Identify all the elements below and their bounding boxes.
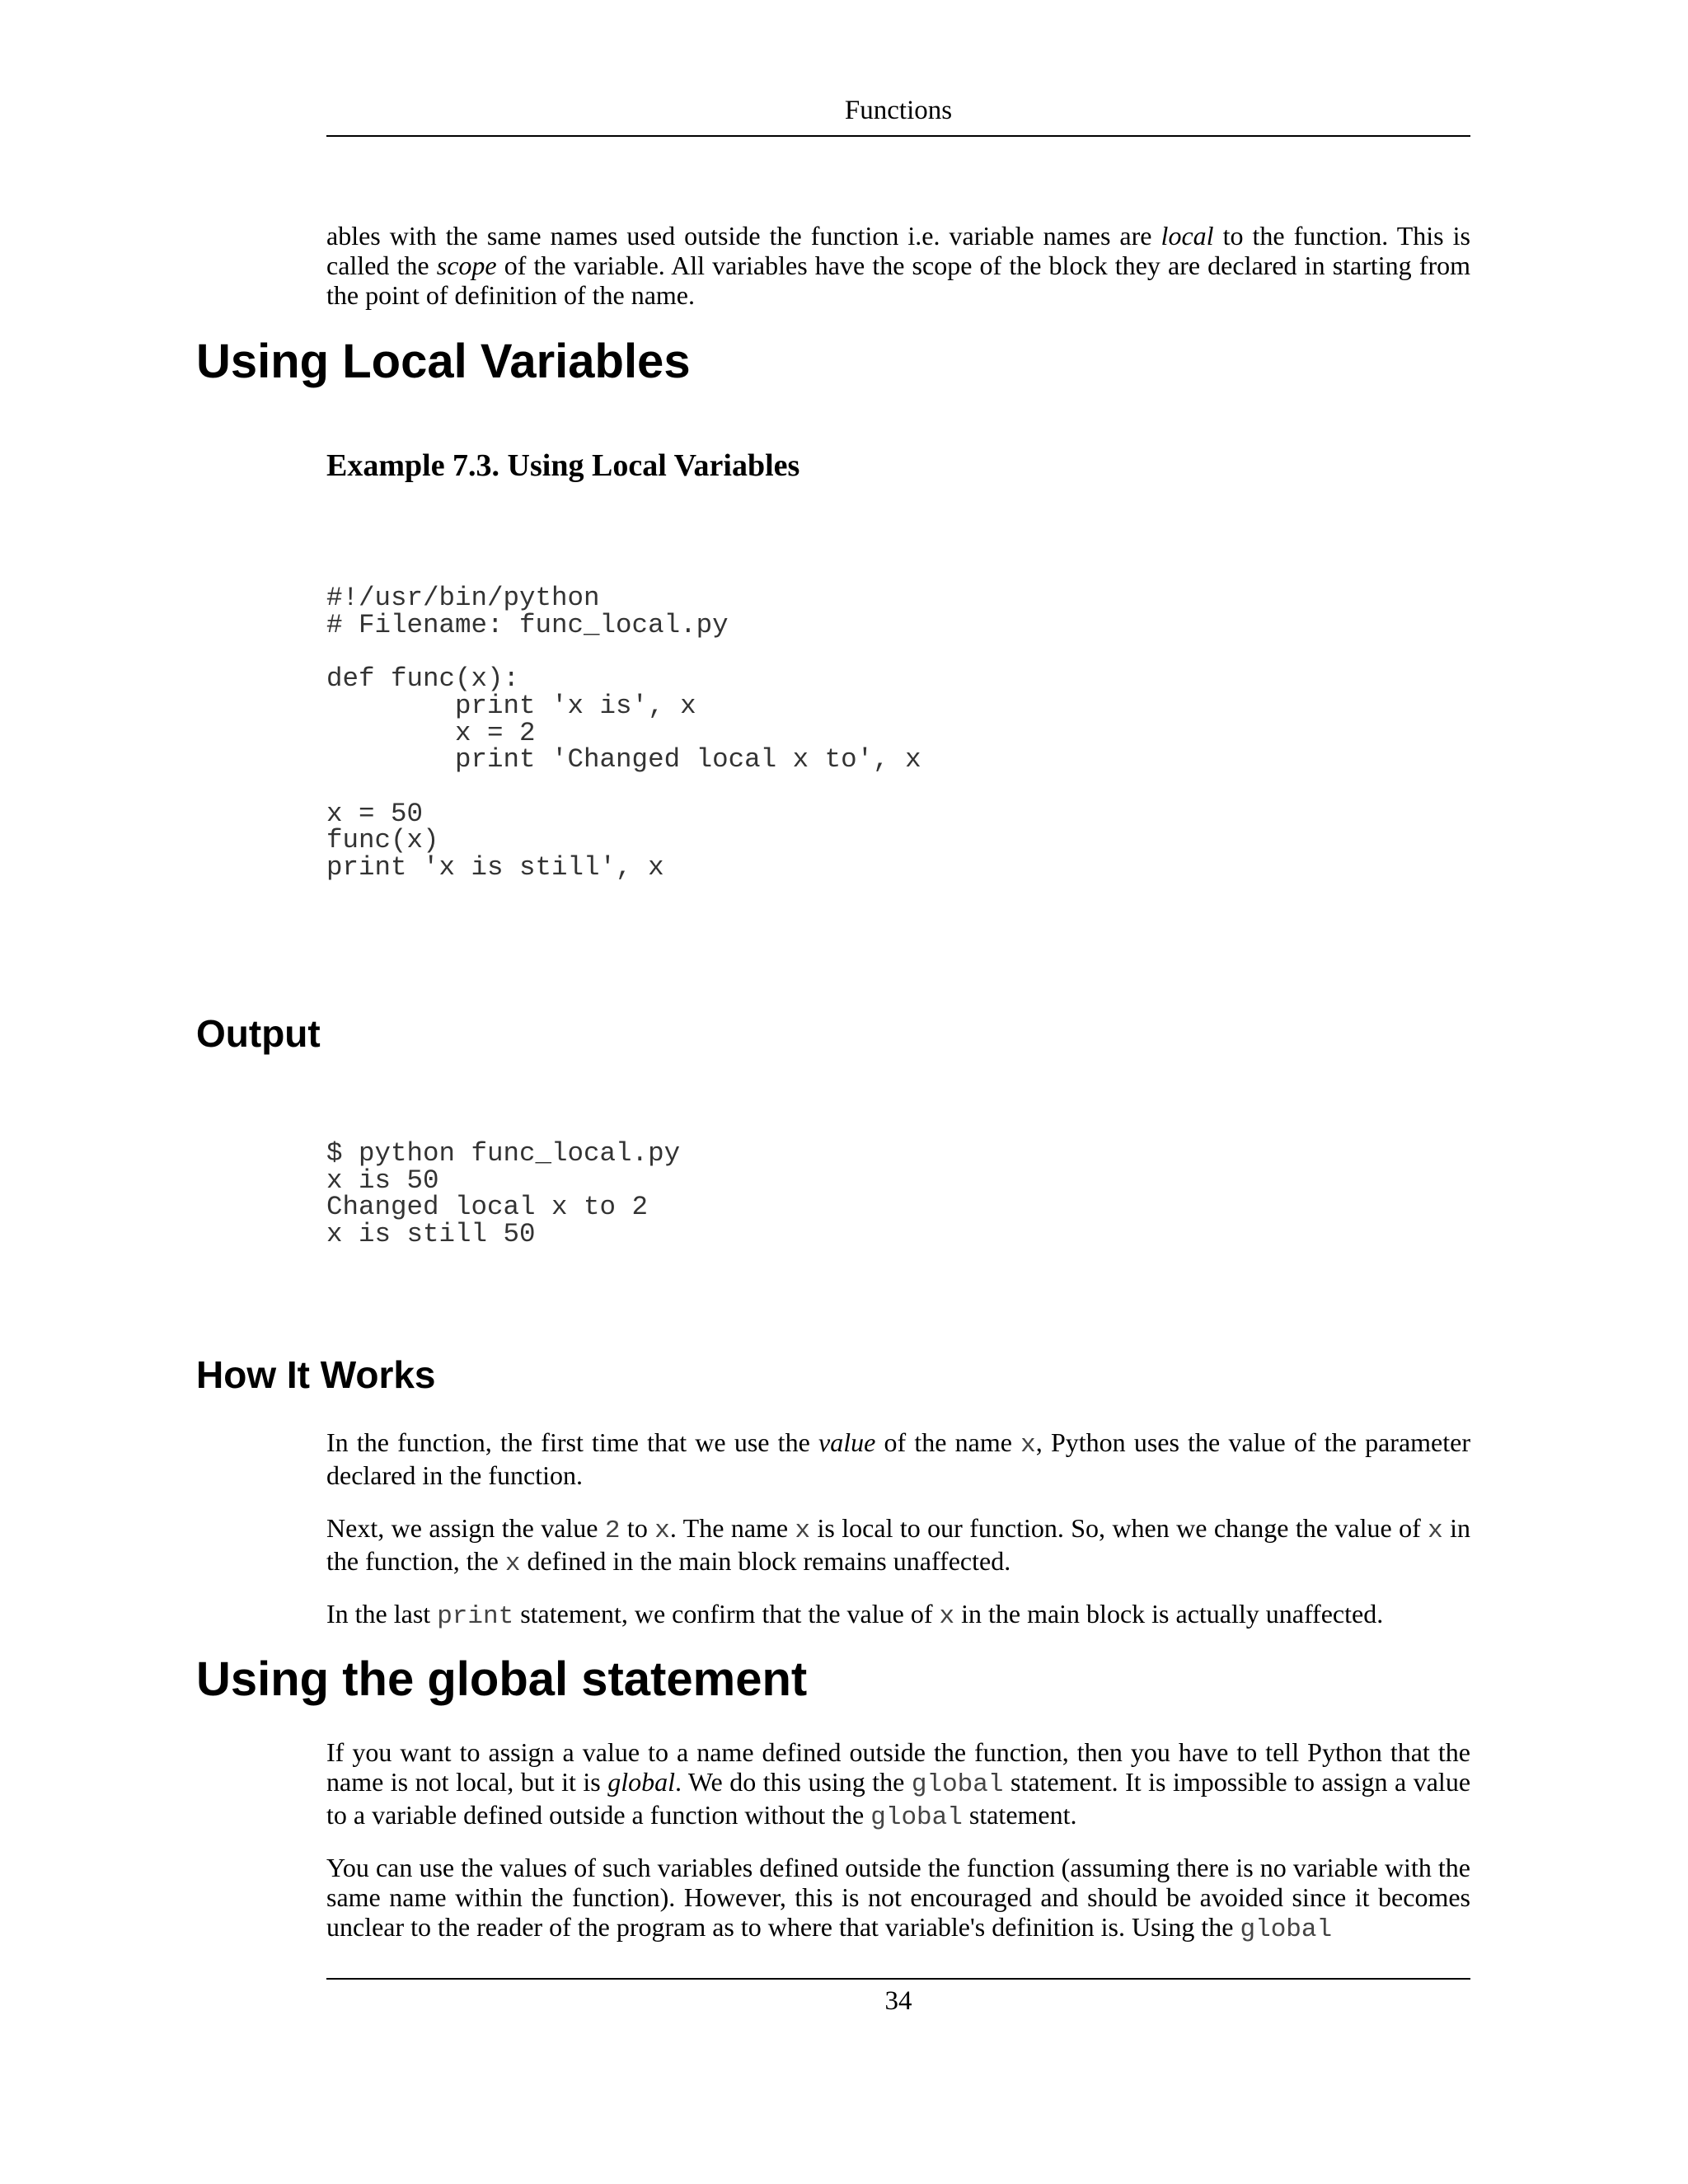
intro-text: of the variable. All variables have the scope of the block they are declared in starting from the point of definition of the name. xyxy=(326,251,1471,310)
inline-code: global xyxy=(1240,1915,1333,1944)
inline-code: x xyxy=(504,1549,521,1578)
paragraph-text: is local to our function. So, when we change the value of xyxy=(810,1513,1428,1543)
inline-code: x xyxy=(939,1602,955,1631)
code-listing: #!/usr/bin/python # Filename: func_local.py def func(x): print 'x is', x x = 2 print 'Changed local x to', x x = 50 func(x) print 'x is still', x xyxy=(326,583,921,883)
inline-code: x xyxy=(1020,1431,1036,1460)
intro-paragraph xyxy=(326,221,1470,310)
paragraph-text: to xyxy=(620,1513,655,1543)
section-heading-local-variables: Using Local Variables xyxy=(196,335,691,388)
paragraph-text: in the main block is actually unaffected. xyxy=(954,1599,1384,1629)
paragraph-text: . The name xyxy=(669,1513,795,1543)
paragraph-text: statement. xyxy=(962,1800,1077,1830)
paragraph-text: Next, we assign the value xyxy=(326,1513,605,1543)
paragraph-text: in the function, the xyxy=(326,1513,1471,1576)
example-title: Example 7.3. Using Local Variables xyxy=(326,448,800,483)
intro-text: to the function. This is called the xyxy=(326,221,1471,280)
inline-code: global xyxy=(870,1803,963,1832)
paragraph-text: statement. It is impossible to assign a value to a variable defined outside a function without the xyxy=(326,1767,1471,1830)
how-it-works-heading: How It Works xyxy=(196,1353,436,1396)
running-header: Functions xyxy=(326,92,1470,137)
inline-code: x xyxy=(1428,1516,1443,1545)
emphasis-global: global xyxy=(607,1767,675,1797)
paragraph-text: defined in the main block remains unaffected. xyxy=(520,1546,1011,1576)
how-it-works-paragraph-1 xyxy=(326,1427,1470,1490)
how-it-works-paragraph-3 xyxy=(326,1599,1470,1632)
intro-emphasis-scope: scope xyxy=(436,251,497,280)
output-heading: Output xyxy=(196,1012,321,1055)
page-number: 34 xyxy=(326,1978,1470,2019)
intro-emphasis-local: local xyxy=(1160,221,1214,251)
paragraph-text: In the function, the first time that we use the xyxy=(326,1427,818,1457)
global-paragraph-2 xyxy=(326,1853,1470,1945)
paragraph-text: of the name xyxy=(875,1427,1021,1457)
output-listing: $ python func_local.py x is 50 Changed local x to 2 x is still 50 xyxy=(326,1138,681,1250)
paragraph-text: If you want to assign a value to a name defined outside the function, then you have to tell Python that the name is not local, but it is xyxy=(326,1737,1470,1797)
inline-code: global xyxy=(911,1770,1004,1799)
inline-code: x xyxy=(795,1516,811,1545)
paragraph-text: You can use the values of such variables defined outside the function (assuming there is no variable with the same name within the function). However, this is not encouraged and should be avoided since it becomes unclear to the reader of the program as to where that variable's definition is. Using the xyxy=(326,1853,1470,1942)
section-heading-global-statement: Using the global statement xyxy=(196,1652,808,1706)
paragraph-text: , Python uses the value of the parameter declared in the function. xyxy=(326,1427,1471,1490)
intro-text: ables with the same names used outside the function i.e. variable names are xyxy=(326,221,1161,251)
global-paragraph-1 xyxy=(326,1737,1470,1833)
inline-code: print xyxy=(437,1602,514,1631)
how-it-works-paragraph-2 xyxy=(326,1513,1470,1579)
inline-code: 2 xyxy=(604,1516,621,1545)
emphasis-value: value xyxy=(818,1427,876,1457)
paragraph-text: . We do this using the xyxy=(674,1767,912,1797)
paragraph-text: statement, we confirm that the value of xyxy=(513,1599,940,1629)
paragraph-text: In the last xyxy=(326,1599,438,1629)
inline-code: x xyxy=(654,1516,670,1545)
